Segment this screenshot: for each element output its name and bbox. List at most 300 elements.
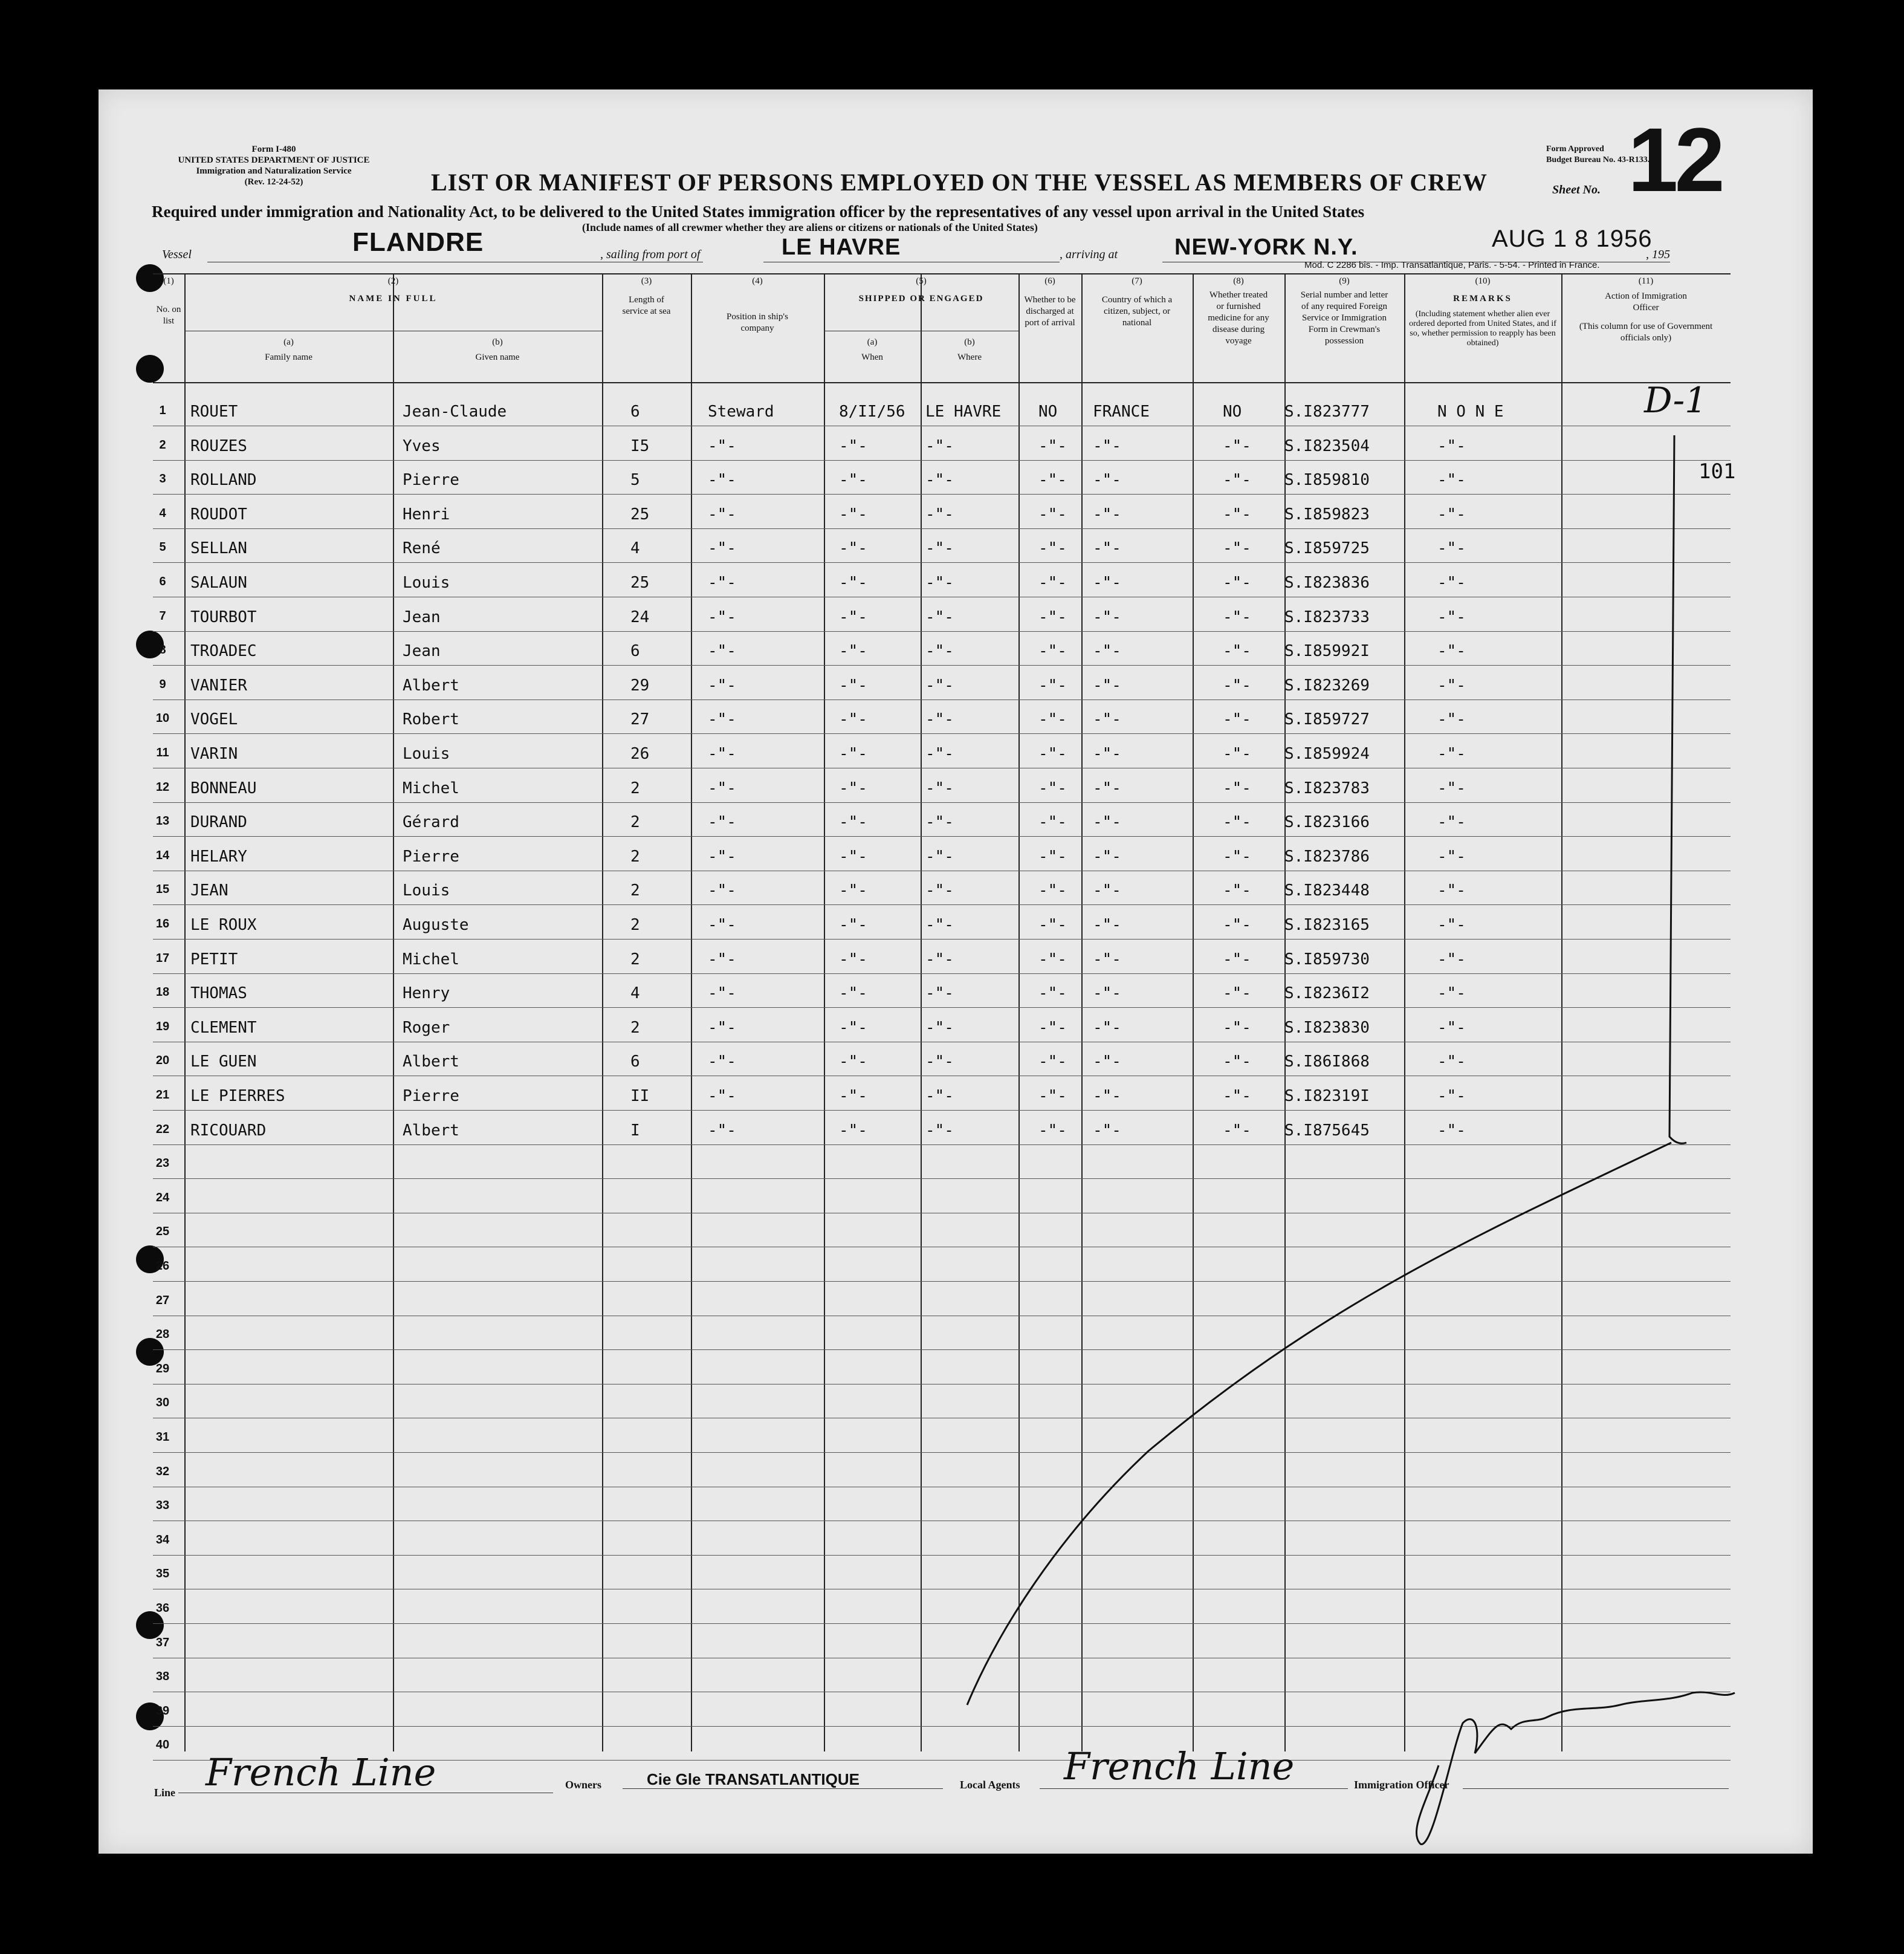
where-cell: -"-	[925, 608, 954, 626]
given-name-cell: Albert	[403, 1121, 459, 1140]
discharged-cell: -"-	[1038, 745, 1067, 763]
row-number: 16	[155, 917, 170, 930]
when-cell: 8/II/56	[839, 403, 905, 421]
discharged-cell: -"-	[1038, 608, 1067, 626]
country-cell: -"-	[1093, 1087, 1121, 1105]
officer-label: Immigration Officer	[1354, 1779, 1449, 1791]
where-cell: -"-	[925, 916, 954, 934]
when-cell: -"-	[839, 984, 867, 1003]
row-number: 30	[155, 1396, 170, 1410]
where-cell: -"-	[925, 471, 954, 490]
family-name-cell: LE ROUX	[190, 916, 257, 934]
owners-underline	[623, 1788, 943, 1789]
when-cell: -"-	[839, 676, 867, 695]
row-number: 31	[155, 1430, 170, 1444]
family-name-cell: JEAN	[190, 881, 228, 900]
row-number: 18	[155, 985, 170, 999]
where-cell: -"-	[925, 1053, 954, 1071]
family-name-cell: SELLAN	[190, 539, 247, 558]
remarks-cell: -"-	[1437, 813, 1466, 832]
row-number: 14	[155, 848, 170, 862]
col-serial-label: Serial number and letter of any required Foreign Service or Immigration Form in Crewman's possession	[1300, 290, 1388, 346]
when-cell: -"-	[839, 881, 867, 900]
when-cell: -"-	[839, 1087, 867, 1105]
bracket-line	[1669, 435, 1686, 1143]
row-number: 37	[155, 1635, 170, 1649]
row-number: 35	[155, 1567, 170, 1581]
col-11-number: (11)	[1638, 276, 1654, 286]
row-number: 36	[155, 1602, 170, 1615]
remarks-cell: -"-	[1437, 916, 1466, 934]
col-shipped-label: SHIPPED OR ENGAGED	[858, 294, 984, 303]
country-cell: -"-	[1093, 574, 1121, 592]
position-cell: -"-	[708, 608, 736, 626]
row-number: 12	[155, 780, 170, 794]
given-name-cell: Yves	[403, 437, 441, 455]
row-number: 33	[155, 1499, 170, 1513]
subnote: (Include names of all crewmer whether they are aliens or citizens or nationals of the United States)	[582, 221, 1038, 233]
family-name-cell: TROADEC	[190, 642, 257, 661]
country-cell: -"-	[1093, 676, 1121, 695]
budget-text: Budget Bureau No. 43-R133.5.	[1546, 155, 1656, 164]
length-cell: 25	[630, 505, 650, 524]
serial-cell: S.I823733	[1284, 608, 1370, 626]
given-name-cell: Jean	[403, 642, 441, 661]
remarks-cell: -"-	[1437, 1018, 1466, 1037]
length-cell: 2	[630, 916, 640, 934]
arrival-port: NEW-YORK N.Y.	[1174, 235, 1358, 260]
given-name-cell: Henri	[403, 505, 450, 524]
family-name-cell: VANIER	[190, 676, 247, 695]
row-number: 2	[159, 438, 166, 452]
when-cell: -"-	[839, 745, 867, 763]
serial-cell: S.I859727	[1284, 710, 1370, 729]
row-number: 4	[159, 506, 166, 520]
row-number: 13	[155, 814, 170, 828]
where-cell: -"-	[925, 847, 954, 866]
position-cell: -"-	[708, 437, 736, 455]
medicine-cell: -"-	[1223, 1053, 1251, 1071]
family-name-cell: PETIT	[190, 950, 238, 969]
country-cell: -"-	[1093, 779, 1121, 797]
officer-underline	[1463, 1788, 1729, 1789]
position-cell: -"-	[708, 847, 736, 866]
row-number: 10	[155, 712, 170, 725]
row-number: 11	[156, 746, 169, 759]
serial-cell: S.I823165	[1284, 916, 1370, 934]
medicine-cell: -"-	[1223, 916, 1251, 934]
row-number: 5	[159, 540, 166, 554]
country-cell: -"-	[1093, 608, 1121, 626]
remarks-cell: -"-	[1437, 745, 1466, 763]
row-number: 40	[155, 1738, 170, 1752]
vessel-label: Vessel	[162, 248, 192, 261]
year-suffix: , 195	[1646, 248, 1670, 261]
medicine-cell: -"-	[1223, 471, 1251, 490]
length-cell: 4	[630, 984, 640, 1003]
family-name-cell: ROUDOT	[190, 505, 247, 524]
medicine-cell: -"-	[1223, 710, 1251, 729]
serial-cell: S.I823830	[1284, 1018, 1370, 1037]
given-name-cell: Roger	[403, 1018, 450, 1037]
row-number: 21	[155, 1088, 170, 1102]
discharged-cell: -"-	[1038, 916, 1067, 934]
sailing-label: , sailing from port of	[600, 248, 701, 261]
row-number: 29	[155, 1362, 170, 1375]
serial-cell: S.I823269	[1284, 676, 1370, 695]
position-cell: -"-	[708, 813, 736, 832]
when-cell: -"-	[839, 779, 867, 797]
remarks-cell: -"-	[1437, 881, 1466, 900]
row-number: 17	[155, 951, 170, 965]
when-cell: -"-	[839, 950, 867, 969]
col-8-number: (8)	[1233, 276, 1244, 286]
given-name-cell: Michel	[403, 779, 459, 797]
family-name-cell: SALAUN	[190, 574, 247, 592]
serial-cell: S.I86I868	[1284, 1053, 1370, 1071]
family-name-cell: ROLLAND	[190, 471, 257, 490]
arrival-date-stamp: AUG 1 8 1956	[1492, 226, 1653, 252]
remarks-cell: -"-	[1437, 984, 1466, 1003]
discharged-cell: -"-	[1038, 642, 1067, 661]
owners-name: Cie Gle TRANSATLANTIQUE	[647, 1770, 860, 1788]
family-name-cell: VOGEL	[190, 710, 238, 729]
country-cell: -"-	[1093, 881, 1121, 900]
family-name-cell: BONNEAU	[190, 779, 257, 797]
length-cell: II	[630, 1087, 650, 1105]
row-number: 9	[159, 677, 166, 691]
medicine-cell: -"-	[1223, 1087, 1251, 1105]
medicine-cell: NO	[1223, 403, 1242, 421]
country-cell: -"-	[1093, 505, 1121, 524]
remarks-cell: -"-	[1437, 950, 1466, 969]
medicine-cell: -"-	[1223, 881, 1251, 900]
medicine-cell: -"-	[1223, 745, 1251, 763]
line-name: French Line	[206, 1750, 436, 1794]
family-name-cell: TOURBOT	[190, 608, 257, 626]
country-cell: -"-	[1093, 984, 1121, 1003]
col-where-label: Where	[957, 352, 982, 362]
when-cell: -"-	[839, 813, 867, 832]
given-name-cell: Louis	[403, 881, 450, 900]
row-number: 20	[155, 1054, 170, 1068]
col-country-label: Country of which a citizen, subject, or national	[1101, 295, 1173, 328]
family-name-cell: CLEMENT	[190, 1018, 257, 1037]
row-number: 34	[155, 1533, 170, 1547]
row-number: 1	[159, 404, 166, 417]
discharged-cell: -"-	[1038, 1121, 1067, 1140]
when-cell: -"-	[839, 539, 867, 558]
given-name-cell: Louis	[403, 574, 450, 592]
when-cell: -"-	[839, 642, 867, 661]
remarks-cell: -"-	[1437, 1087, 1466, 1105]
when-cell: -"-	[839, 916, 867, 934]
family-name-cell: VARIN	[190, 745, 238, 763]
medicine-cell: -"-	[1223, 574, 1251, 592]
when-cell: -"-	[839, 608, 867, 626]
col-position-label: Position in ship's company	[727, 312, 788, 333]
remarks-cell: -"-	[1437, 574, 1466, 592]
length-cell: 25	[630, 574, 650, 592]
length-cell: 2	[630, 847, 640, 866]
serial-cell: S.I823836	[1284, 574, 1370, 592]
where-cell: -"-	[925, 950, 954, 969]
row-number: 38	[155, 1670, 170, 1684]
row-number: 24	[155, 1190, 170, 1204]
family-name-cell: LE GUEN	[190, 1053, 257, 1071]
position-cell: -"-	[708, 1018, 736, 1037]
position-cell: -"-	[708, 950, 736, 969]
where-cell: -"-	[925, 574, 954, 592]
position-cell: -"-	[708, 505, 736, 524]
col-5-number: (5)	[916, 276, 927, 286]
col-medicine-label: Whether treated or furnished medicine for any disease during voyage	[1208, 290, 1269, 346]
owners-label: Owners	[565, 1779, 601, 1791]
discharged-cell: -"-	[1038, 471, 1067, 490]
col-length-label: Length of service at sea	[622, 295, 671, 316]
country-cell: -"-	[1093, 813, 1121, 832]
discharged-cell: -"-	[1038, 505, 1067, 524]
given-name-cell: Pierre	[403, 1087, 459, 1105]
col-1-number: (1)	[163, 276, 174, 286]
discharged-cell: -"-	[1038, 574, 1067, 592]
family-name-cell: ROUET	[190, 403, 238, 421]
when-cell: -"-	[839, 471, 867, 490]
sheet-number: 12	[1628, 109, 1721, 210]
col-5a-letter: (a)	[867, 337, 878, 347]
length-cell: 29	[630, 676, 650, 695]
length-cell: 2	[630, 779, 640, 797]
where-cell: -"-	[925, 676, 954, 695]
agents-underline	[1040, 1788, 1348, 1789]
serial-cell: S.I823777	[1284, 403, 1370, 421]
sheet-label: Sheet No.	[1552, 183, 1601, 196]
agents-label: Local Agents	[960, 1779, 1020, 1791]
remarks-cell: -"-	[1437, 608, 1466, 626]
country-cell: -"-	[1093, 437, 1121, 455]
family-name-cell: RICOUARD	[190, 1121, 267, 1140]
when-cell: -"-	[839, 847, 867, 866]
given-name-cell: Jean-Claude	[403, 403, 507, 421]
family-name-cell: HELARY	[190, 847, 247, 866]
country-cell: -"-	[1093, 710, 1121, 729]
col-4-number: (4)	[752, 276, 763, 286]
country-cell: FRANCE	[1093, 403, 1150, 421]
given-name-cell: Gérard	[403, 813, 459, 832]
position-cell: -"-	[708, 881, 736, 900]
discharged-cell: -"-	[1038, 1087, 1067, 1105]
remarks-cell: N O N E	[1437, 403, 1504, 421]
col-9-number: (9)	[1339, 276, 1350, 286]
medicine-cell: -"-	[1223, 984, 1251, 1003]
remarks-cell: -"-	[1437, 847, 1466, 866]
agents-name: French Line	[1064, 1744, 1295, 1788]
serial-cell: S.I823166	[1284, 813, 1370, 832]
length-cell: 4	[630, 539, 640, 558]
where-cell: -"-	[925, 984, 954, 1003]
medicine-cell: -"-	[1223, 676, 1251, 695]
serial-cell: S.I823448	[1284, 881, 1370, 900]
where-cell: -"-	[925, 710, 954, 729]
col-no-label: No. on list	[156, 305, 181, 326]
position-cell: -"-	[708, 1121, 736, 1140]
where-cell: -"-	[925, 1018, 954, 1037]
medicine-cell: -"-	[1223, 813, 1251, 832]
discharged-cell: -"-	[1038, 710, 1067, 729]
serial-cell: S.I875645	[1284, 1121, 1370, 1140]
discharged-cell: -"-	[1038, 539, 1067, 558]
given-name-cell: Jean	[403, 608, 441, 626]
position-cell: -"-	[708, 916, 736, 934]
medicine-cell: -"-	[1223, 950, 1251, 969]
row-number: 26	[155, 1259, 170, 1273]
length-cell: 2	[630, 813, 640, 832]
position-cell: -"-	[708, 539, 736, 558]
serial-cell: S.I82319I	[1284, 1087, 1370, 1105]
discharged-cell: NO	[1038, 403, 1058, 421]
country-cell: -"-	[1093, 916, 1121, 934]
country-cell: -"-	[1093, 539, 1121, 558]
row-number: 28	[155, 1328, 170, 1342]
row-number: 32	[155, 1464, 170, 1478]
remarks-cell: -"-	[1437, 779, 1466, 797]
family-name-cell: LE PIERRES	[190, 1087, 285, 1105]
col-6-number: (6)	[1044, 276, 1055, 286]
row-number: 23	[155, 1157, 170, 1170]
row-number: 8	[159, 643, 166, 657]
row-number: 15	[155, 883, 170, 897]
service-name: Immigration and Naturalization Service	[196, 166, 352, 176]
subtitle: Required under immigration and Nationality Act, to be delivered to the United States immigration officer by the representatives of any vessel upon arrival in the United States	[152, 203, 1365, 221]
remarks-cell: -"-	[1437, 505, 1466, 524]
medicine-cell: -"-	[1223, 539, 1251, 558]
country-cell: -"-	[1093, 642, 1121, 661]
where-cell: -"-	[925, 1121, 954, 1140]
when-cell: -"-	[839, 710, 867, 729]
length-cell: 26	[630, 745, 650, 763]
row-number: 19	[155, 1019, 170, 1033]
discharged-cell: -"-	[1038, 847, 1067, 866]
where-cell: -"-	[925, 505, 954, 524]
departure-port: LE HAVRE	[782, 235, 901, 260]
where-cell: -"-	[925, 813, 954, 832]
remarks-cell: -"-	[1437, 471, 1466, 490]
discharged-cell: -"-	[1038, 1018, 1067, 1037]
col-7-number: (7)	[1132, 276, 1142, 286]
given-name-cell: Albert	[403, 1053, 459, 1071]
row-number: 6	[159, 575, 166, 588]
given-name-cell: Robert	[403, 710, 459, 729]
position-cell: -"-	[708, 471, 736, 490]
form-number: Form I-480	[251, 144, 296, 154]
medicine-cell: -"-	[1223, 642, 1251, 661]
position-cell: -"-	[708, 1087, 736, 1105]
serial-cell: S.I859810	[1284, 471, 1370, 490]
length-cell: I	[630, 1121, 640, 1140]
given-name-cell: Auguste	[403, 916, 469, 934]
remarks-cell: -"-	[1437, 1121, 1466, 1140]
position-cell: -"-	[708, 1053, 736, 1071]
col-family-label: Family name	[265, 352, 312, 362]
where-cell: -"-	[925, 745, 954, 763]
discharged-cell: -"-	[1038, 881, 1067, 900]
col-3-number: (3)	[641, 276, 652, 286]
printer-note: Mod. C 2286 bis. - Imp. Transatlantique, Paris. - 5-54. - Printed in France.	[1304, 260, 1600, 270]
when-cell: -"-	[839, 437, 867, 455]
family-name-cell: DURAND	[190, 813, 247, 832]
serial-cell: S.I823786	[1284, 847, 1370, 866]
col-remarks-note: (Including statement whether alien ever ordered deported from United States, and if so, whether permission to reapply has been obtained)	[1409, 310, 1556, 348]
position-cell: -"-	[708, 642, 736, 661]
given-name-cell: Henry	[403, 984, 450, 1003]
length-cell: 6	[630, 642, 640, 661]
remarks-cell: -"-	[1437, 676, 1466, 695]
discharged-cell: -"-	[1038, 1053, 1067, 1071]
action-mark: D-1	[1644, 380, 1708, 421]
row-number: 39	[155, 1704, 170, 1718]
where-cell: -"-	[925, 539, 954, 558]
given-name-cell: René	[403, 539, 441, 558]
row-number: 7	[159, 609, 166, 623]
when-cell: -"-	[839, 1018, 867, 1037]
position-cell: Steward	[708, 403, 774, 421]
col-discharged-label: Whether to be discharged at port of arrival	[1024, 295, 1076, 328]
position-cell: -"-	[708, 574, 736, 592]
serial-cell: S.I859725	[1284, 539, 1370, 558]
remarks-cell: -"-	[1437, 710, 1466, 729]
remarks-cell: -"-	[1437, 437, 1466, 455]
when-cell: -"-	[839, 1053, 867, 1071]
given-name-cell: Pierre	[403, 471, 459, 490]
medicine-cell: -"-	[1223, 437, 1251, 455]
approved-text: Form Approved	[1546, 144, 1604, 154]
position-cell: -"-	[708, 676, 736, 695]
country-cell: -"-	[1093, 1018, 1121, 1037]
col-remarks-label: REMARKS	[1453, 294, 1512, 303]
row-number: 27	[155, 1293, 170, 1307]
discharged-cell: -"-	[1038, 813, 1067, 832]
length-cell: 27	[630, 710, 650, 729]
country-cell: -"-	[1093, 950, 1121, 969]
country-cell: -"-	[1093, 471, 1121, 490]
arriving-label: , arriving at	[1060, 248, 1118, 261]
serial-cell: S.I85992I	[1284, 642, 1370, 661]
serial-cell: S.I823783	[1284, 779, 1370, 797]
position-cell: -"-	[708, 779, 736, 797]
dept-name: UNITED STATES DEPARTMENT OF JUSTICE	[178, 155, 370, 165]
when-cell: -"-	[839, 1121, 867, 1140]
revision: (Rev. 12-24-52)	[244, 177, 303, 187]
serial-cell: S.I859730	[1284, 950, 1370, 969]
length-cell: 2	[630, 1018, 640, 1037]
position-cell: -"-	[708, 984, 736, 1003]
length-cell: I5	[630, 437, 650, 455]
remarks-cell: -"-	[1437, 539, 1466, 558]
where-cell: -"-	[925, 437, 954, 455]
family-name-cell: ROUZES	[190, 437, 247, 455]
col-action-note: (This column for use of Government officials only)	[1579, 322, 1713, 343]
where-cell: -"-	[925, 779, 954, 797]
remarks-cell: -"-	[1437, 642, 1466, 661]
row-number: 22	[155, 1122, 170, 1136]
serial-cell: S.I823504	[1284, 437, 1370, 455]
given-name-cell: Louis	[403, 745, 450, 763]
where-cell: -"-	[925, 881, 954, 900]
col-name-label: NAME IN FULL	[349, 294, 438, 303]
when-cell: -"-	[839, 505, 867, 524]
position-cell: -"-	[708, 745, 736, 763]
length-cell: 2	[630, 881, 640, 900]
